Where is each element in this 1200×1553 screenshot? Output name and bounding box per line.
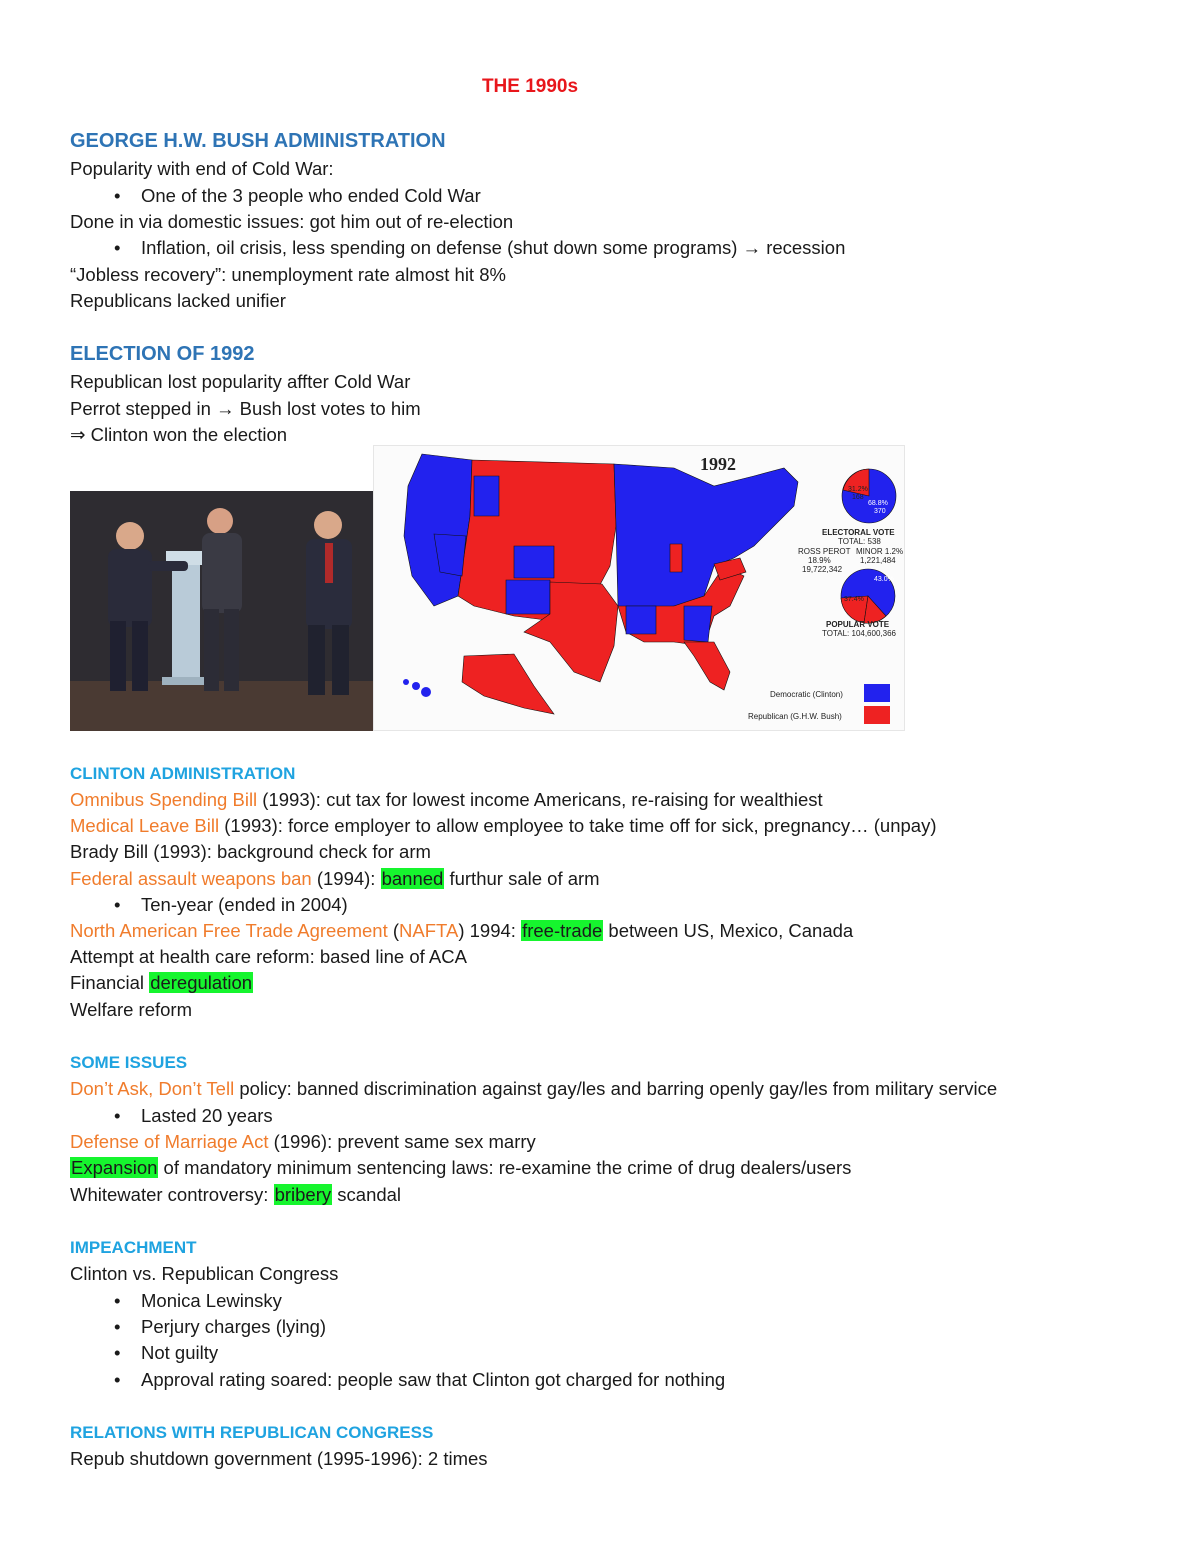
electoral-pct-dem: 68.8% bbox=[868, 500, 888, 507]
relations-line-1: Repub shutdown government (1995-1996): 2 times bbox=[70, 1448, 488, 1469]
bill-desc: ( bbox=[387, 920, 400, 941]
clinton-nafta bbox=[70, 920, 853, 942]
clinton-welfare: Welfare reform bbox=[70, 999, 192, 1020]
highlight: free-trade bbox=[522, 920, 603, 941]
popular-pct-rep: 37.4% bbox=[844, 596, 864, 603]
legend-rep-label: Republican (G.H.W. Bush) bbox=[748, 712, 842, 721]
issues-dadt-bullet: Lasted 20 years bbox=[141, 1105, 273, 1126]
impeach-heading: IMPEACHMENT bbox=[70, 1238, 197, 1257]
line-text: scandal bbox=[332, 1184, 402, 1205]
bill-desc: furthur sale of arm bbox=[444, 868, 600, 889]
line-text: Whitewater controversy: bbox=[70, 1184, 274, 1205]
bill-desc: (1993): force employer to allow employee to take time off for sick, pregnancy… (unpay) bbox=[219, 815, 937, 836]
bullet-icon: • bbox=[114, 1105, 121, 1126]
bush-heading: GEORGE H.W. BUSH ADMINISTRATION bbox=[70, 130, 446, 152]
bill-name: Federal assault weapons ban bbox=[70, 868, 312, 889]
clinton-heading: CLINTON ADMINISTRATION bbox=[70, 764, 296, 783]
legend-rep-swatch bbox=[864, 706, 890, 724]
us-map-illustration bbox=[374, 446, 905, 731]
bush-bullet-1: One of the 3 people who ended Cold War bbox=[141, 185, 481, 206]
bill-name: North American Free Trade Agreement bbox=[70, 920, 388, 941]
popular-title: POPULAR VOTE bbox=[826, 620, 890, 629]
popular-total: TOTAL: 104,600,366 bbox=[822, 629, 896, 638]
bullet-icon: • bbox=[114, 1342, 121, 1363]
clinton-health: Attempt at health care reform: based line of ACA bbox=[70, 946, 467, 967]
issues-dadt bbox=[70, 1078, 997, 1100]
electoral-title: ELECTORAL VOTE bbox=[822, 528, 895, 537]
impeach-bullet-1: Monica Lewinsky bbox=[141, 1290, 282, 1311]
electoral-rep: 168 bbox=[852, 494, 864, 501]
debate-photo-illustration bbox=[70, 491, 373, 731]
impeach-line-1: Clinton vs. Republican Congress bbox=[70, 1263, 339, 1284]
issues-doma bbox=[70, 1131, 536, 1153]
bush-line-2: Done in via domestic issues: got him out of re-election bbox=[70, 211, 514, 232]
map-year: 1992 bbox=[700, 454, 736, 474]
clinton-brady: Brady Bill (1993): background check for arm bbox=[70, 841, 431, 862]
bill-desc: (1993): cut tax for lowest income Americans, re-raising for wealthiest bbox=[257, 789, 823, 810]
legend-dem-swatch bbox=[864, 684, 890, 702]
relations-heading: RELATIONS WITH REPUBLICAN CONGRESS bbox=[70, 1423, 434, 1442]
policy-desc: of mandatory minimum sentencing laws: re-examine the crime of drug dealers/users bbox=[158, 1157, 852, 1178]
line-text: Financial bbox=[70, 972, 150, 993]
bill-name: Medical Leave Bill bbox=[70, 815, 220, 836]
election-line-1: Republican lost popularity affter Cold War bbox=[70, 371, 411, 392]
bullet-icon: • bbox=[114, 185, 121, 206]
policy-name: Defense of Marriage Act bbox=[70, 1131, 269, 1152]
highlight: banned bbox=[381, 868, 444, 889]
issues-expansion bbox=[70, 1157, 851, 1179]
bush-bullet-2: Inflation, oil crisis, less spending on defense (shut down some programs) → recession bbox=[141, 237, 846, 258]
issues-whitewater bbox=[70, 1184, 401, 1206]
bullet-icon: • bbox=[114, 894, 121, 915]
bullet-icon: • bbox=[114, 1290, 121, 1311]
highlight: Expansion bbox=[71, 1157, 158, 1178]
clinton-assault-bullet: Ten-year (ended in 2004) bbox=[141, 894, 348, 915]
policy-desc: (1996): prevent same sex marry bbox=[268, 1131, 536, 1152]
election-map-1992 bbox=[373, 445, 905, 731]
electoral-pct-rep: 31.2% bbox=[848, 486, 868, 493]
policy-name: Don’t Ask, Don’t Tell bbox=[70, 1078, 235, 1099]
clinton-assault bbox=[70, 868, 600, 890]
bullet-icon: • bbox=[114, 1316, 121, 1337]
issues-heading: SOME ISSUES bbox=[70, 1053, 188, 1072]
election-heading: ELECTION OF 1992 bbox=[70, 343, 255, 365]
bush-line-1: Popularity with end of Cold War: bbox=[70, 158, 334, 179]
document-title: THE 1990s bbox=[481, 76, 579, 97]
popular-pct-dem: 43.0% bbox=[874, 576, 894, 583]
clinton-medical bbox=[70, 815, 937, 837]
bush-line-4: Republicans lacked unifier bbox=[70, 290, 286, 311]
electoral-total: TOTAL: 538 bbox=[838, 537, 881, 546]
bullet-icon: • bbox=[114, 237, 121, 258]
bill-desc: (1994): bbox=[311, 868, 381, 889]
impeach-bullet-4: Approval rating soared: people saw that Clinton got charged for nothing bbox=[141, 1369, 726, 1390]
clinton-omnibus bbox=[70, 789, 823, 811]
legend-dem-label: Democratic (Clinton) bbox=[770, 690, 843, 699]
bill-abbr: NAFTA bbox=[399, 920, 459, 941]
perot-votes: 19,722,342 bbox=[802, 565, 843, 574]
electoral-dem: 370 bbox=[874, 508, 886, 515]
clinton-financial bbox=[70, 972, 253, 994]
election-line-2: Perrot stepped in → Bush lost votes to him bbox=[70, 398, 421, 419]
debate-photo bbox=[70, 491, 373, 731]
bill-name: Omnibus Spending Bill bbox=[70, 789, 258, 810]
bill-desc: ) 1994: bbox=[458, 920, 522, 941]
impeach-bullet-3: Not guilty bbox=[141, 1342, 219, 1363]
policy-desc: policy: banned discrimination against gay/les and barring openly gay/les from military service bbox=[234, 1078, 998, 1099]
election-line-3: ⇒ Clinton won the election bbox=[70, 424, 288, 445]
perot-pct: 18.9% bbox=[808, 556, 831, 565]
highlight: deregulation bbox=[150, 972, 253, 993]
bush-line-3: “Jobless recovery”: unemployment rate almost hit 8% bbox=[70, 264, 506, 285]
highlight: bribery bbox=[274, 1184, 332, 1205]
minor-votes: 1,221,484 bbox=[860, 556, 896, 565]
perot-label: ROSS PEROT bbox=[798, 547, 851, 556]
bullet-icon: • bbox=[114, 1369, 121, 1390]
impeach-bullet-2: Perjury charges (lying) bbox=[141, 1316, 327, 1337]
minor-label: MINOR 1.2% bbox=[856, 547, 904, 556]
bill-desc: between US, Mexico, Canada bbox=[603, 920, 854, 941]
